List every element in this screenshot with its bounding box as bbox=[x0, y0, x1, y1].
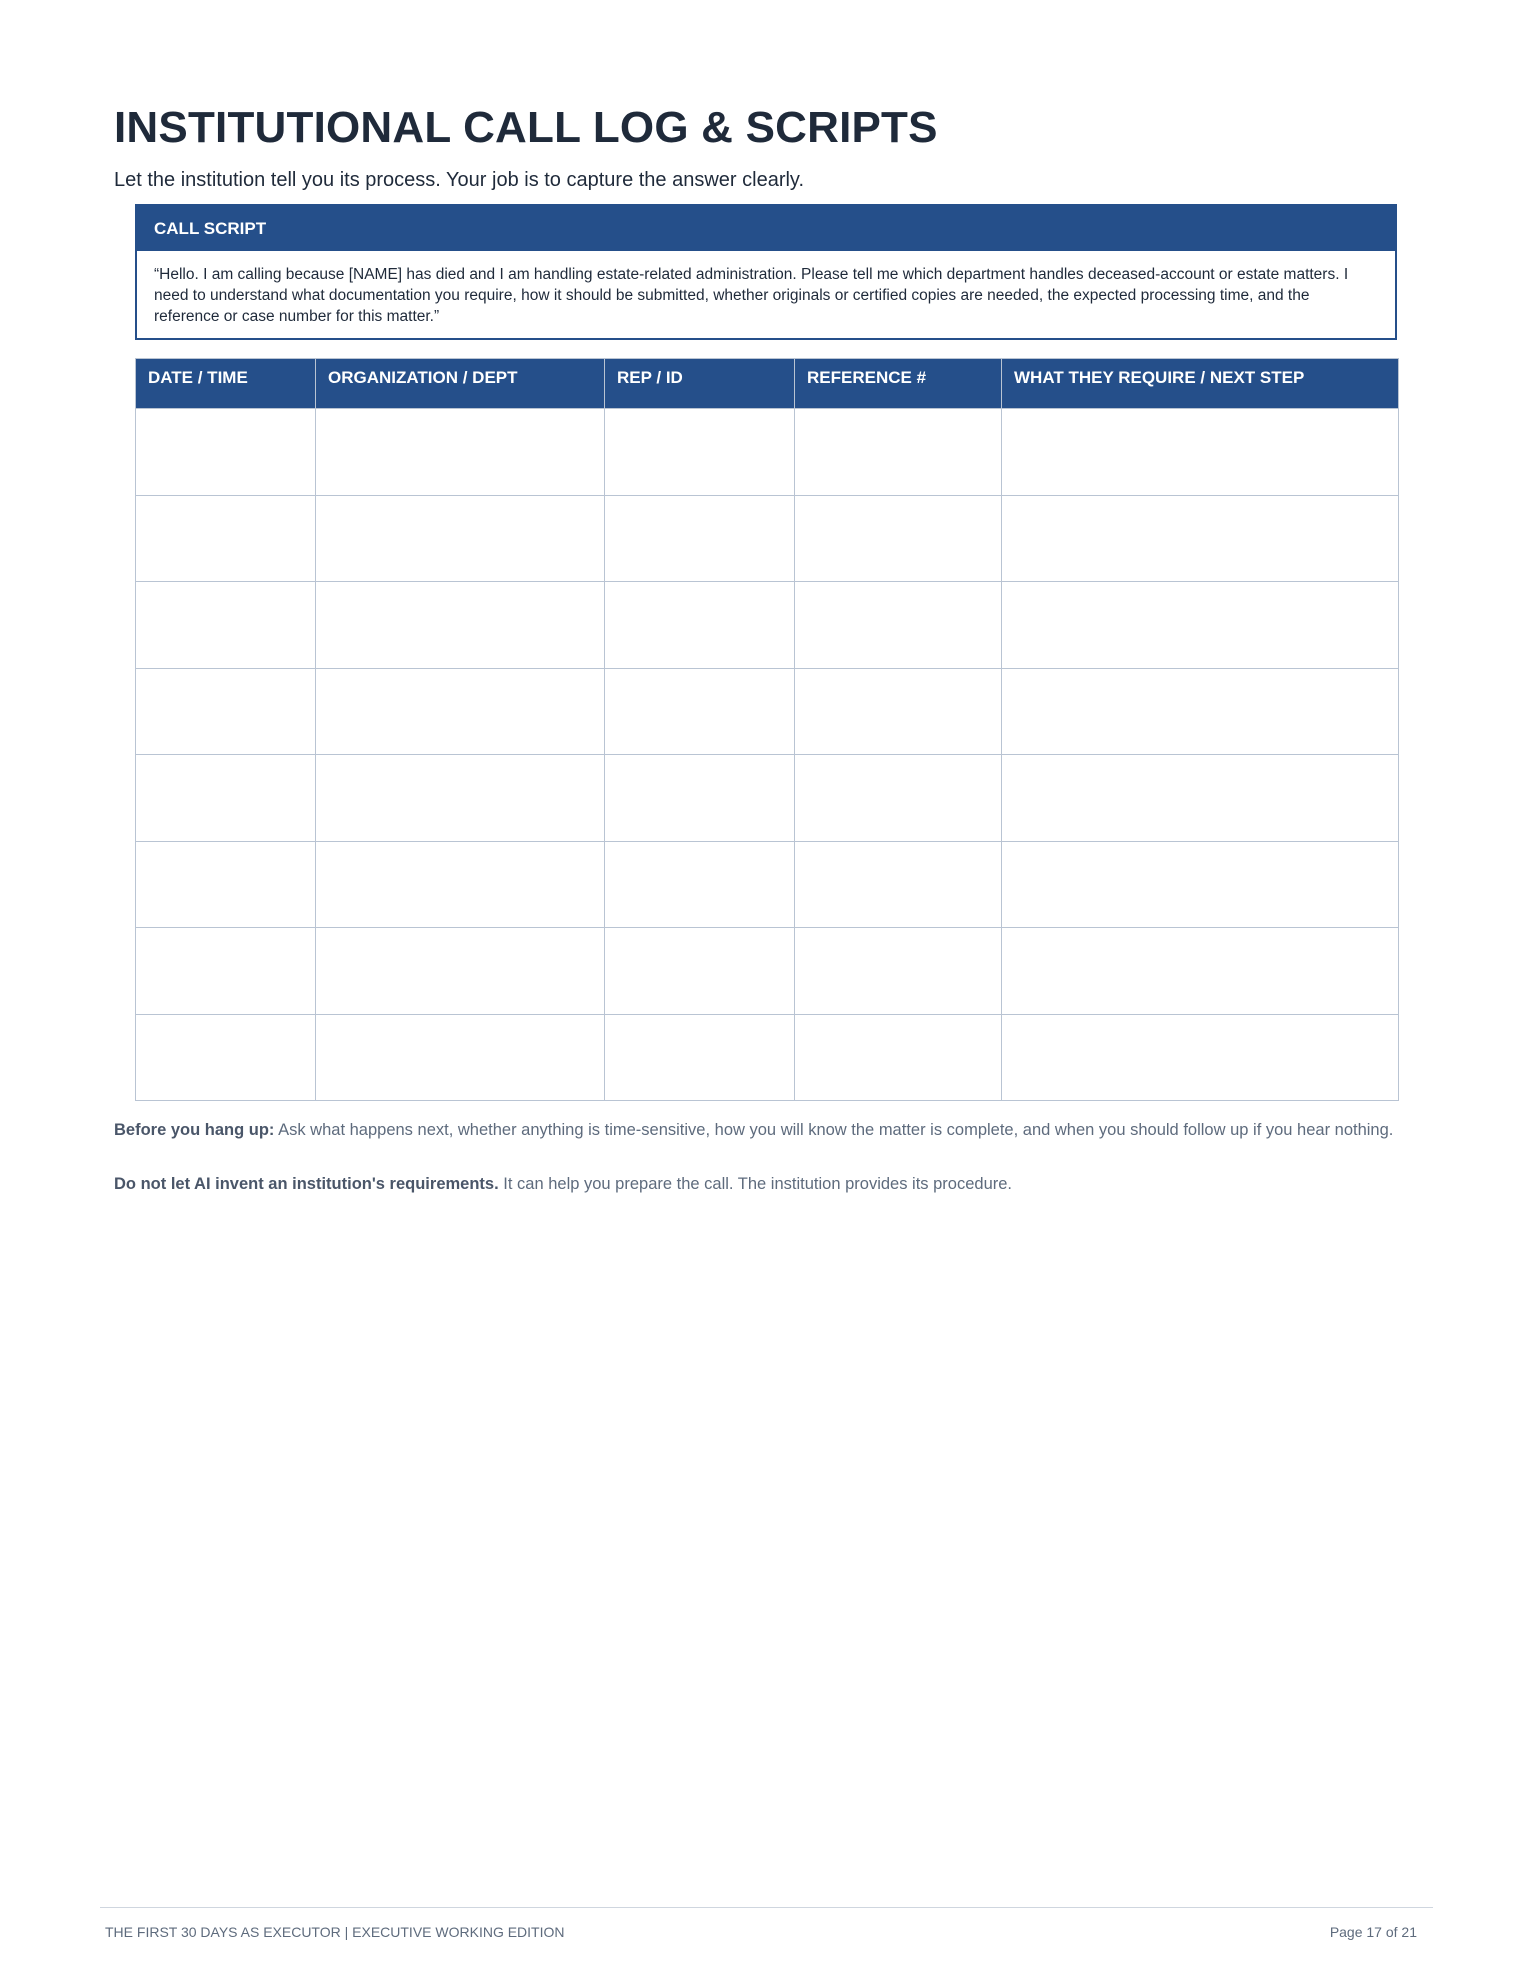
table-row bbox=[136, 495, 1399, 582]
page-number: Page 17 of 21 bbox=[1329, 1924, 1417, 1940]
table-cell[interactable] bbox=[136, 1014, 316, 1101]
table-row bbox=[136, 1014, 1399, 1101]
note-before-hang-up bbox=[114, 1119, 1414, 1141]
column-header-reference-number: REFERENCE # bbox=[795, 359, 1002, 409]
table-cell[interactable] bbox=[795, 582, 1002, 669]
table-cell[interactable] bbox=[1002, 841, 1399, 928]
column-header-date-time: DATE / TIME bbox=[136, 359, 316, 409]
table-cell[interactable] bbox=[1002, 928, 1399, 1015]
table-cell[interactable] bbox=[136, 582, 316, 669]
table-cell[interactable] bbox=[136, 841, 316, 928]
table-row bbox=[136, 841, 1399, 928]
table-row bbox=[136, 582, 1399, 669]
footer-divider bbox=[100, 1907, 1433, 1908]
table-cell[interactable] bbox=[1002, 668, 1399, 755]
table-cell[interactable] bbox=[1002, 409, 1399, 496]
table-cell[interactable] bbox=[316, 495, 605, 582]
table-cell[interactable] bbox=[795, 409, 1002, 496]
note-text: Ask what happens next, whether anything is time-sensitive, how you will know the matter is complete, and when you should follow up if you hear nothing. bbox=[274, 1121, 1394, 1139]
table-cell[interactable] bbox=[795, 1014, 1002, 1101]
table-cell[interactable] bbox=[1002, 495, 1399, 582]
table-cell[interactable] bbox=[1002, 755, 1399, 842]
note-label: Before you hang up: bbox=[114, 1121, 275, 1139]
table-cell[interactable] bbox=[605, 668, 795, 755]
note-text: It can help you prepare the call. The institution provides its procedure. bbox=[498, 1175, 1013, 1193]
table-cell[interactable] bbox=[605, 755, 795, 842]
column-header-organization-dept: ORGANIZATION / DEPT bbox=[316, 359, 605, 409]
table-cell[interactable] bbox=[316, 409, 605, 496]
table-cell[interactable] bbox=[136, 409, 316, 496]
table-header-row bbox=[136, 359, 1399, 409]
table-cell[interactable] bbox=[316, 755, 605, 842]
table-cell[interactable] bbox=[316, 1014, 605, 1101]
table-row bbox=[136, 668, 1399, 755]
call-script-box bbox=[135, 204, 1397, 340]
note-ai-warning bbox=[114, 1173, 1414, 1195]
call-script-heading: CALL SCRIPT bbox=[137, 206, 1395, 251]
table-cell[interactable] bbox=[795, 841, 1002, 928]
table-cell[interactable] bbox=[605, 582, 795, 669]
footer-edition-label: THE FIRST 30 DAYS AS EXECUTOR | EXECUTIVE WORKING EDITION bbox=[105, 1924, 565, 1940]
table-cell[interactable] bbox=[605, 841, 795, 928]
table-row bbox=[136, 409, 1399, 496]
page-subtitle: Let the institution tell you its process. Your job is to capture the answer clearly. bbox=[114, 169, 804, 191]
table-cell[interactable] bbox=[136, 928, 316, 1015]
note-label: Do not let AI invent an institution's requirements. bbox=[114, 1175, 499, 1193]
table-cell[interactable] bbox=[136, 495, 316, 582]
table-cell[interactable] bbox=[605, 1014, 795, 1101]
table-cell[interactable] bbox=[795, 928, 1002, 1015]
column-header-requirements-next-step: WHAT THEY REQUIRE / NEXT STEP bbox=[1002, 359, 1399, 409]
table-row bbox=[136, 755, 1399, 842]
table-cell[interactable] bbox=[136, 755, 316, 842]
table-cell[interactable] bbox=[1002, 1014, 1399, 1101]
table-cell[interactable] bbox=[1002, 582, 1399, 669]
call-log-table bbox=[135, 358, 1399, 1101]
table-cell[interactable] bbox=[605, 495, 795, 582]
table-cell[interactable] bbox=[795, 668, 1002, 755]
table-cell[interactable] bbox=[316, 841, 605, 928]
table-cell[interactable] bbox=[316, 928, 605, 1015]
table-cell[interactable] bbox=[795, 755, 1002, 842]
table-cell[interactable] bbox=[136, 668, 316, 755]
table-cell[interactable] bbox=[795, 495, 1002, 582]
table-row bbox=[136, 928, 1399, 1015]
table-cell[interactable] bbox=[605, 409, 795, 496]
call-script-text: “Hello. I am calling because [NAME] has died and I am handling estate-related administration. Please tell me which department handles deceased-account or estate matters. I need to understand what documentation you require, how it should be submitted, whether originals or certified copies are needed, the expected processing time, and the reference or case number for this matter.” bbox=[154, 266, 1349, 325]
table-cell[interactable] bbox=[316, 668, 605, 755]
table-cell[interactable] bbox=[316, 582, 605, 669]
table-cell[interactable] bbox=[605, 928, 795, 1015]
column-header-rep-id: REP / ID bbox=[605, 359, 795, 409]
page-title: INSTITUTIONAL CALL LOG & SCRIPTS bbox=[114, 103, 938, 152]
